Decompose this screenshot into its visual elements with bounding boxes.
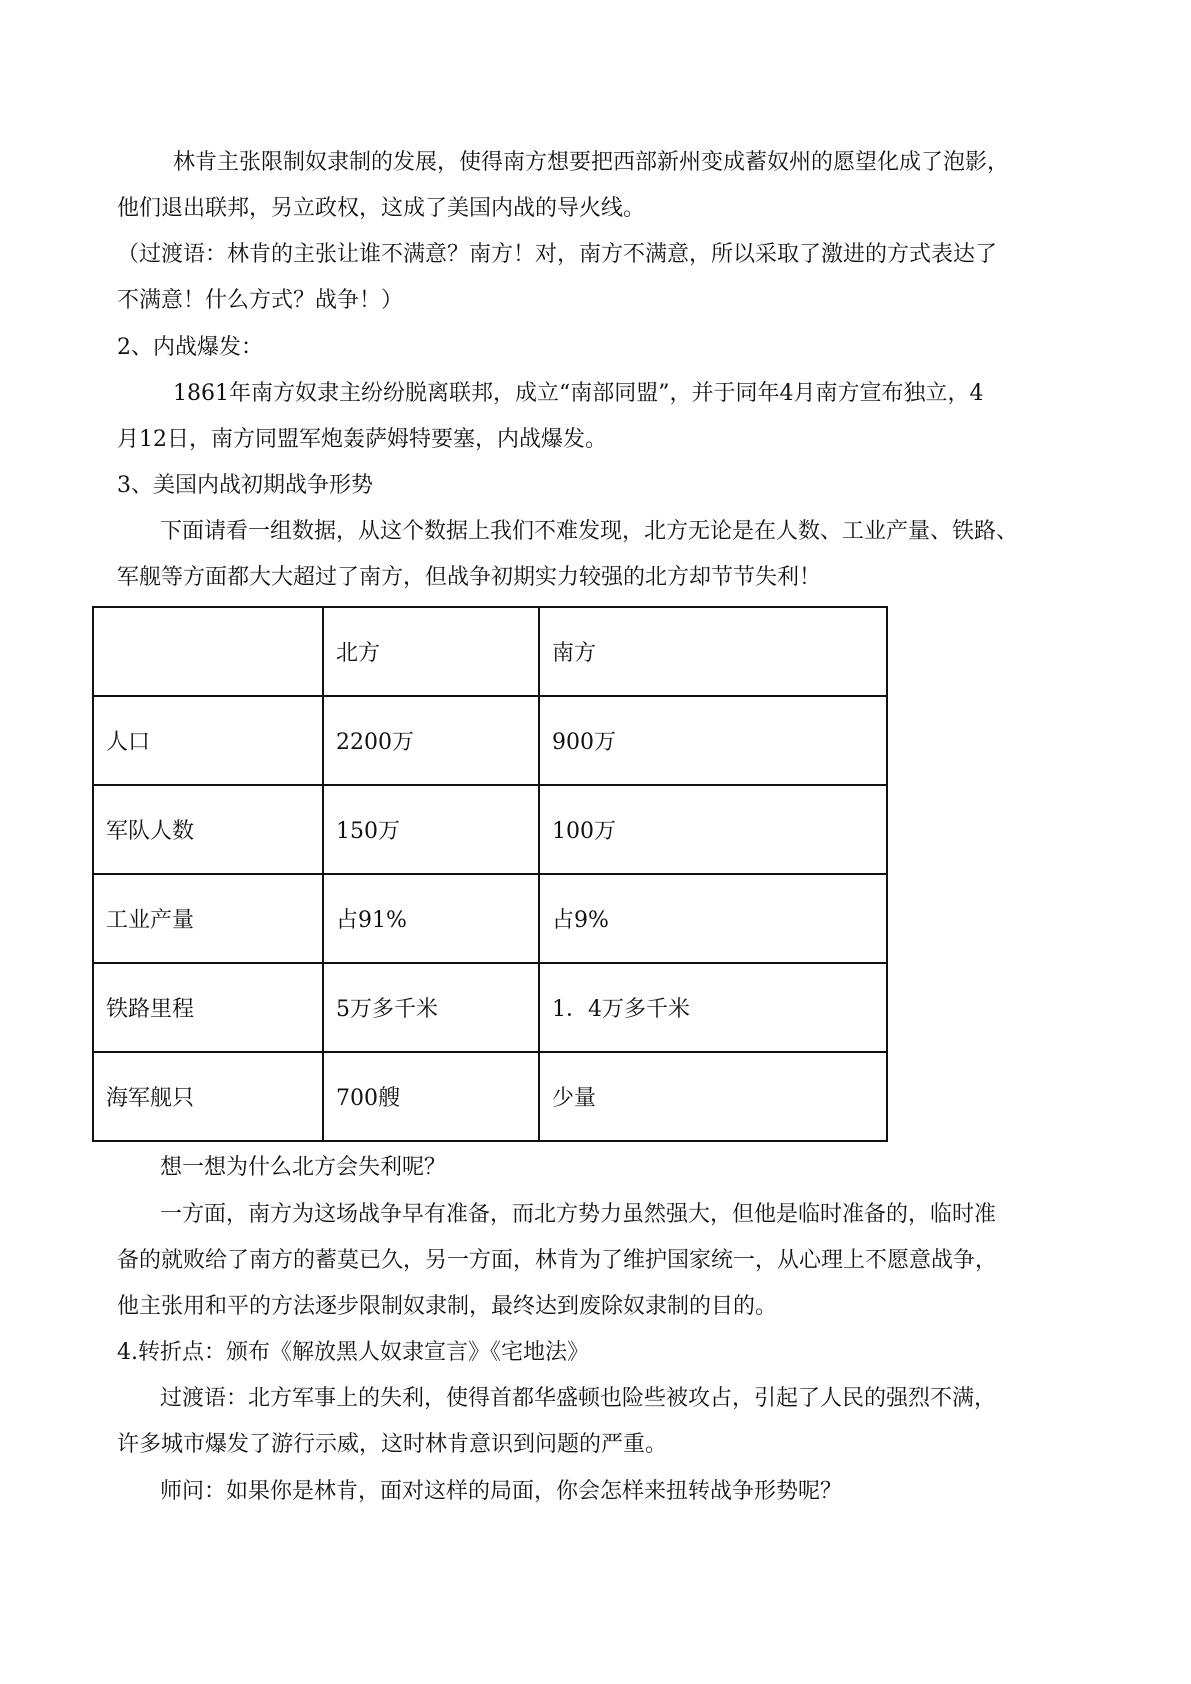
- paragraph-line: 一方面，南方为这场战争早有准备，而北方势力虽然强大，但他是临时准备的，临时准: [160, 1202, 997, 1227]
- paragraph-line: 过渡语：北方军事上的失利，使得首都华盛顿也险些被攻占，引起了人民的强烈不满，: [160, 1386, 997, 1411]
- table-row: [93, 696, 887, 785]
- table-row: [93, 874, 887, 963]
- table-cell: 占9%: [539, 874, 887, 963]
- section-heading: 3、美国内战初期战争形势: [117, 473, 373, 498]
- paragraph-line: 师问：如果你是林肯，面对这样的局面，你会怎样来扭转战争形势呢？: [160, 1479, 843, 1504]
- paragraph-line: 下面请看一组数据，从这个数据上我们不难发现，北方无论是在人数、工业产量、铁路、: [160, 519, 1019, 544]
- paragraph-line: （过渡语：林肯的主张让谁不满意？南方！对，南方不满意，所以采取了激进的方式表达了: [117, 242, 998, 267]
- comparison-table: [92, 606, 888, 1142]
- table-cell: 工业产量: [93, 874, 323, 963]
- table-cell: 5万多千米: [323, 963, 539, 1052]
- table-header-row: [93, 607, 887, 696]
- table-cell: 海军舰只: [93, 1052, 323, 1141]
- table-row: [93, 1052, 887, 1141]
- paragraph-line: 1861年南方奴隶主纷纷脱离联邦，成立“南部同盟”，并于同年4月南方宣布独立，4: [173, 381, 984, 406]
- table-row: [93, 785, 887, 874]
- table-cell: 700艘: [323, 1052, 539, 1141]
- paragraph-line: 军舰等方面都大大超过了南方，但战争初期实力较强的北方却节节失利！: [117, 565, 822, 590]
- table-cell: 100万: [539, 785, 887, 874]
- table-cell: 北方: [323, 607, 539, 696]
- table-cell: 900万: [539, 696, 887, 785]
- paragraph-line: 备的就败给了南方的蓄莫已久，另一方面，林肯为了维护国家统一，从心理上不愿意战争，: [117, 1248, 998, 1273]
- table-cell: 150万: [323, 785, 539, 874]
- paragraph-line: 不满意！什么方式？战争！）: [117, 288, 404, 313]
- table-cell: 南方: [539, 607, 887, 696]
- paragraph-line: 月12日，南方同盟军炮轰萨姆特要塞，内战爆发。: [117, 427, 607, 452]
- table-cell: [93, 607, 323, 696]
- table-cell: 少量: [539, 1052, 887, 1141]
- section-heading: 2、内战爆发：: [117, 335, 263, 360]
- table-cell: 军队人数: [93, 785, 323, 874]
- table-row: [93, 963, 887, 1052]
- paragraph-line: 他主张用和平的方法逐步限制奴隶制，最终达到废除奴隶制的目的。: [117, 1294, 778, 1319]
- paragraph-line: 许多城市爆发了游行示威，这时林肯意识到问题的严重。: [117, 1432, 668, 1457]
- section-heading: 4.转折点：颁布《解放黑人奴隶宣言》《宅地法》: [117, 1340, 589, 1365]
- table-cell: 人口: [93, 696, 323, 785]
- paragraph-line: 想一想为什么北方会失利呢？: [160, 1155, 447, 1180]
- paragraph-line: 林肯主张限制奴隶制的发展，使得南方想要把西部新州变成蓄奴州的愿望化成了泡影，: [173, 150, 1010, 175]
- table-cell: 占91%: [323, 874, 539, 963]
- table-cell: 2200万: [323, 696, 539, 785]
- table-cell: 1．4万多千米: [539, 963, 887, 1052]
- table-cell: 铁路里程: [93, 963, 323, 1052]
- paragraph-line: 他们退出联邦，另立政权，这成了美国内战的导火线。: [117, 196, 646, 221]
